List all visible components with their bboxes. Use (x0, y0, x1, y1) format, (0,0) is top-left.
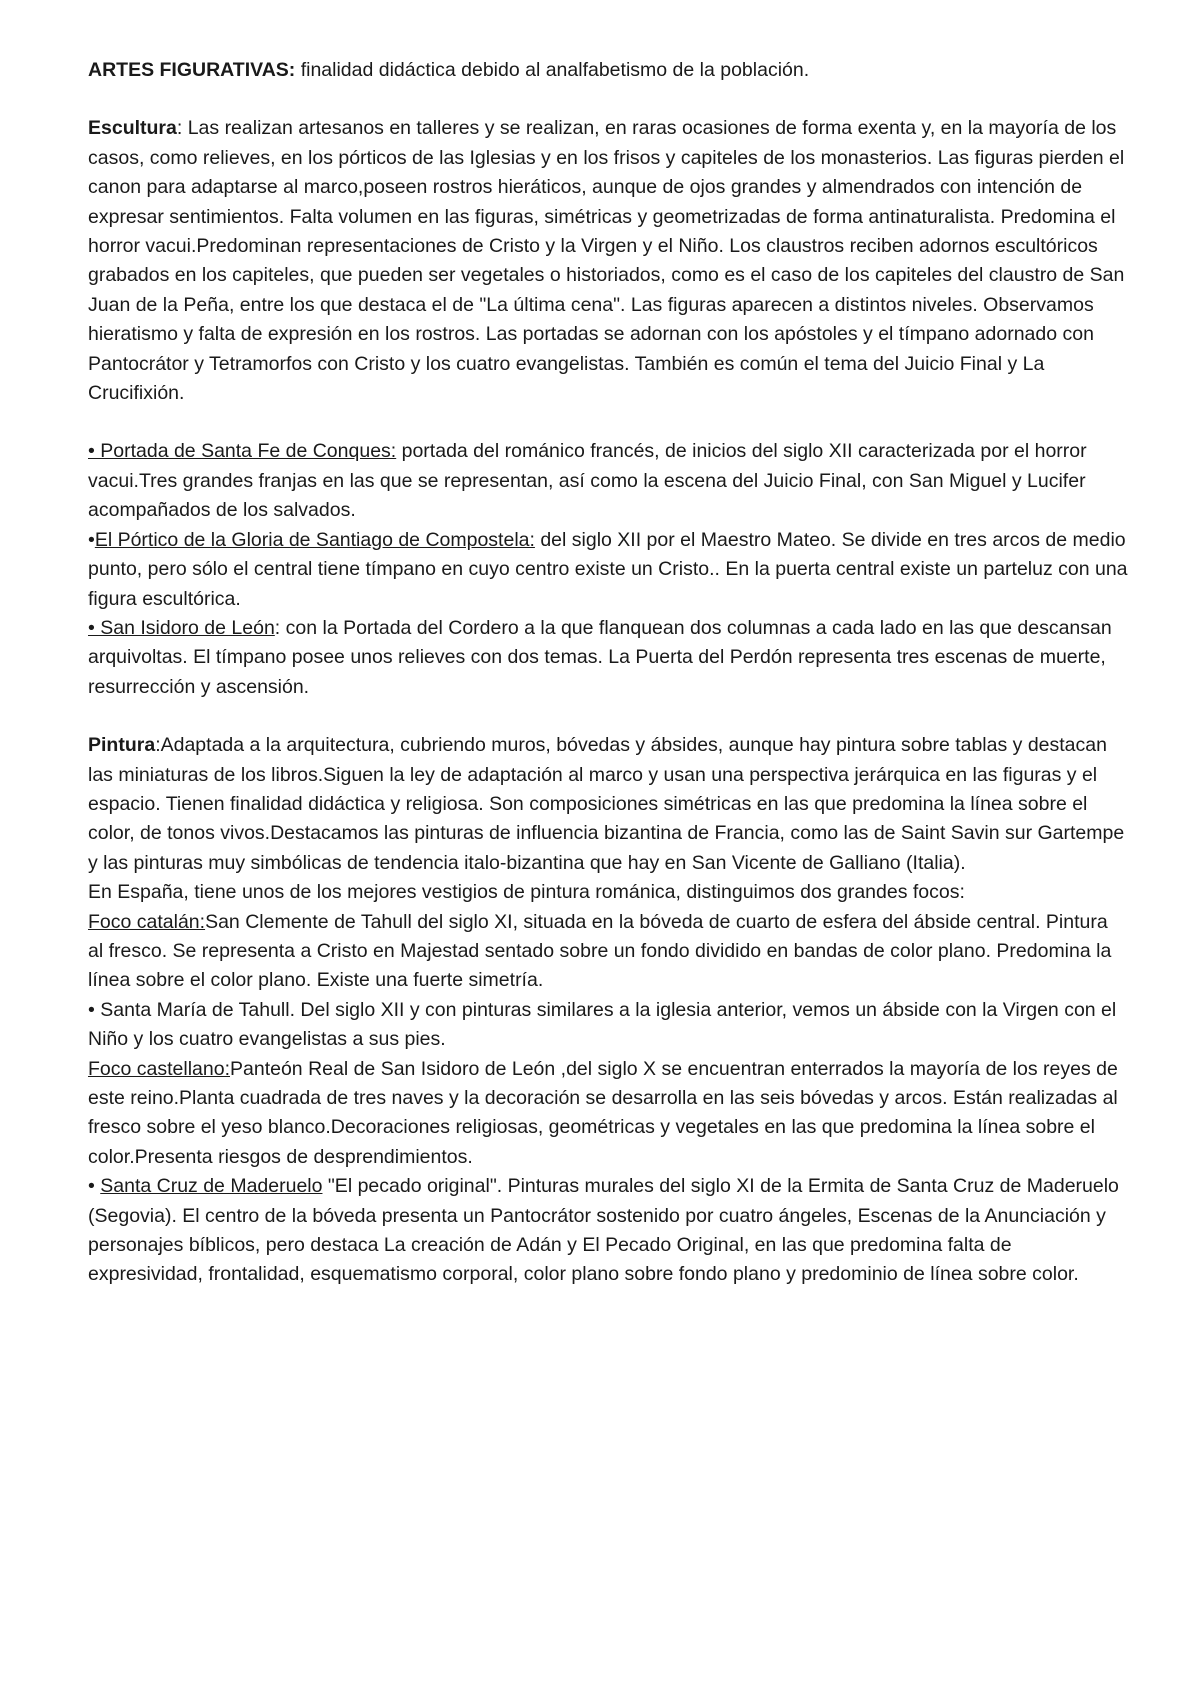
escultura-heading: Escultura (88, 117, 177, 140)
list-item-san-isidoro (88, 614, 1128, 702)
pintura-paragraph (88, 731, 1128, 878)
foco-castellano-text: Panteón Real de San Isidoro de León ,del siglo X se encuentran enterrados la mayoría de los reyes de este reino.Planta cuadrada de tres naves y la decoración se desarrolla en las seis bóvedas y arcos. Están realizadas al fresco sobre el yeso blanco.Decoraciones religiosas, geométricas y vegetales en las que predomina la línea sobre el color.Presenta riesgos de desprendimientos. (88, 1057, 1118, 1168)
intro-text: finalidad didáctica debido al analfabetismo de la población. (295, 59, 810, 81)
paragraph-gap (88, 85, 1128, 114)
san-isidoro-title: • San Isidoro de León (88, 616, 275, 639)
portico-title: El Pórtico de la Gloria de Santiago de Compostela: (94, 528, 535, 551)
foco-catalan-title: Foco catalán: (88, 910, 206, 933)
list-item-portico-gloria (88, 526, 1128, 614)
list-item-conques (88, 437, 1128, 525)
document-page (88, 56, 1128, 1290)
pintura-text: :Adaptada a la arquitectura, cubriendo muros, bóvedas y ábsides, aunque hay pintura sobre tablas y destacan las miniaturas de los libros.Siguen la ley de adaptación al marco y usan una perspectiva jerárquica en las figuras y el espacio. Tienen finalidad didáctica y religiosa. Son composiciones simétricas en las que predomina la línea sobre el color, de tonos vivos.Destacamos las pinturas de influencia bizantina de Francia, como las de Saint Savin sur Gartempe y las pinturas muy simbólicas de tendencia italo-bizantina que hay en San Vicente de Galliano (Italia). (88, 734, 1125, 874)
espana-paragraph: En España, tiene unos de los mejores vestigios de pintura románica, distinguimos dos grandes focos: (88, 881, 965, 904)
santa-maria-paragraph: • Santa María de Tahull. Del siglo XII y con pinturas similares a la iglesia anterior, vemos un ábside con la Virgen con el Niño y los cuatro evangelistas a sus pies. (88, 998, 1117, 1051)
portico-bullet: • (88, 528, 95, 551)
pintura-heading: Pintura (88, 734, 156, 757)
escultura-text: : Las realizan artesanos en talleres y se realizan, en raras ocasiones de forma exenta y, en la mayoría de los casos, como relieves, en los pórticos de las Iglesias y en los frisos y capiteles de los monasterios. Las figuras pierden el canon para adaptarse al marco,poseen rostros hieráticos, aunque de ojos grandes y almendrados con intención de expresar sentimientos. Falta volumen en las figuras, simétricas y geometrizadas de forma antinaturalista. Predomina el horror vacui.Predominan representaciones de Cristo y la Virgen y el Niño. Los claustros reciben adornos escultóricos grabados en los capiteles, que pueden ser vegetales o historiados, como es el caso de los capiteles del claustro de San Juan de la Peña, entre los que destaca el de "La última cena". Las figuras aparecen a distintos niveles. Observamos hieratismo y falta de expresión en los rostros. Las portadas se adornan con los apóstoles y el tímpano adornado con Pantocrátor y Tetramorfos con Cristo y los cuatro evangelistas. También es común el tema del Juicio Final y La Crucifixión. (88, 117, 1125, 405)
escultura-paragraph (88, 114, 1128, 408)
paragraph-gap (88, 702, 1128, 731)
foco-castellano-title: Foco castellano: (88, 1057, 230, 1080)
conques-text: portada del románico francés, de inicios del siglo XII caracterizada por el horror vacui.Tres grandes franjas en las que se representan, así como la escena del Juicio Final, con San Miguel y Lucifer acompañados de los salvados. (88, 440, 1087, 522)
maderuelo-paragraph (88, 1172, 1128, 1290)
foco-catalan-paragraph (88, 908, 1128, 996)
intro-paragraph (88, 56, 1128, 85)
paragraph-gap (88, 408, 1128, 437)
portico-text: del siglo XII por el Maestro Mateo. Se divide en tres arcos de medio punto, pero sólo el central tiene tímpano en cuyo centro existe un Cristo.. En la puerta central existe un parteluz con una figura escultórica. (88, 528, 1128, 610)
maderuelo-title: Santa Cruz de Maderuelo (100, 1175, 323, 1198)
maderuelo-bullet: • (88, 1175, 101, 1198)
foco-catalan-text: San Clemente de Tahull del siglo XI, situada en la bóveda de cuarto de esfera del ábside central. Pintura al fresco. Se representa a Cristo en Majestad sentado sobre un fondo dividido en bandas de color plano. Predomina la línea sobre el color plano. Existe una fuerte simetría. (88, 910, 1112, 992)
foco-castellano-paragraph (88, 1055, 1128, 1173)
san-isidoro-text: : con la Portada del Cordero a la que flanquean dos columnas a cada lado en las que descansan arquivoltas. El tímpano posee unos relieves con dos temas. La Puerta del Perdón representa tres escenas de muerte, resurrección y ascensión. (88, 616, 1112, 698)
maderuelo-text: "El pecado original". Pinturas murales del siglo XI de la Ermita de Santa Cruz de Maderuelo (Segovia). El centro de la bóveda presenta un Pantocrátor sostenido por cuatro ángeles, Escenas de la Anunciación y personajes bíblicos, pero destaca La creación de Adán y El Pecado Original, en las que predomina falta de expresividad, frontalidad, esquematismo corporal, color plano sobre fondo plano y predominio de línea sobre color. (88, 1175, 1119, 1286)
intro-heading: ARTES FIGURATIVAS: (88, 59, 296, 81)
conques-title: • Portada de Santa Fe de Conques: (88, 440, 397, 463)
